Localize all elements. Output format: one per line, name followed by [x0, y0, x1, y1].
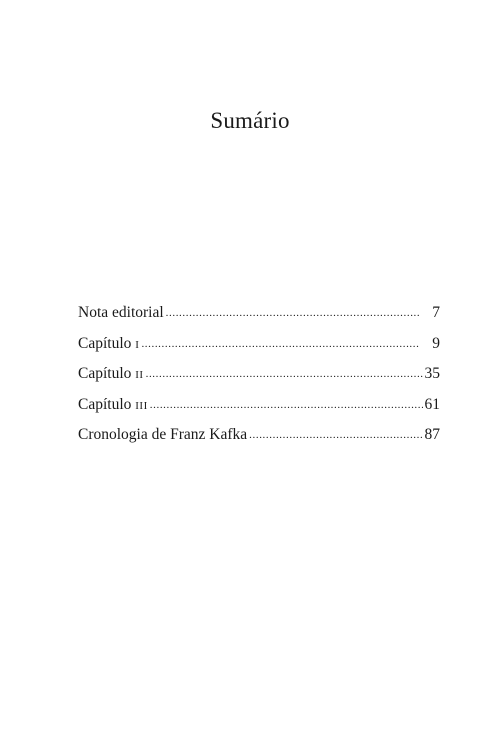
toc-entry-capitulo-1[interactable] — [78, 329, 440, 360]
toc-entry-nota-editorial[interactable] — [78, 298, 440, 329]
toc-entry-label: Capítulo iii — [78, 395, 148, 413]
toc-leader-dots — [146, 359, 423, 390]
toc-leader-dots — [150, 390, 423, 421]
toc-page-number: 7 — [432, 304, 440, 321]
toc-entry-capitulo-2[interactable] — [78, 359, 440, 390]
table-of-contents — [78, 298, 440, 451]
toc-entry-capitulo-3[interactable] — [78, 390, 440, 421]
toc-leader-dots — [249, 420, 422, 451]
toc-entry-label: Cronologia de Franz Kafka — [78, 426, 248, 443]
toc-entry-label: Capítulo ii — [78, 365, 144, 382]
toc-entry-label: Nota editorial — [78, 304, 164, 321]
toc-entry-label: Capítulo i — [78, 334, 140, 352]
toc-leader-dots — [141, 329, 420, 360]
toc-page-number: 87 — [424, 426, 440, 443]
toc-entry-cronologia[interactable] — [78, 420, 440, 451]
toc-page-number: 9 — [432, 334, 440, 352]
page-title: Sumário — [210, 108, 290, 133]
toc-page-number: 61 — [424, 395, 440, 413]
toc-page-number: 35 — [424, 365, 440, 382]
toc-leader-dots — [166, 298, 420, 329]
